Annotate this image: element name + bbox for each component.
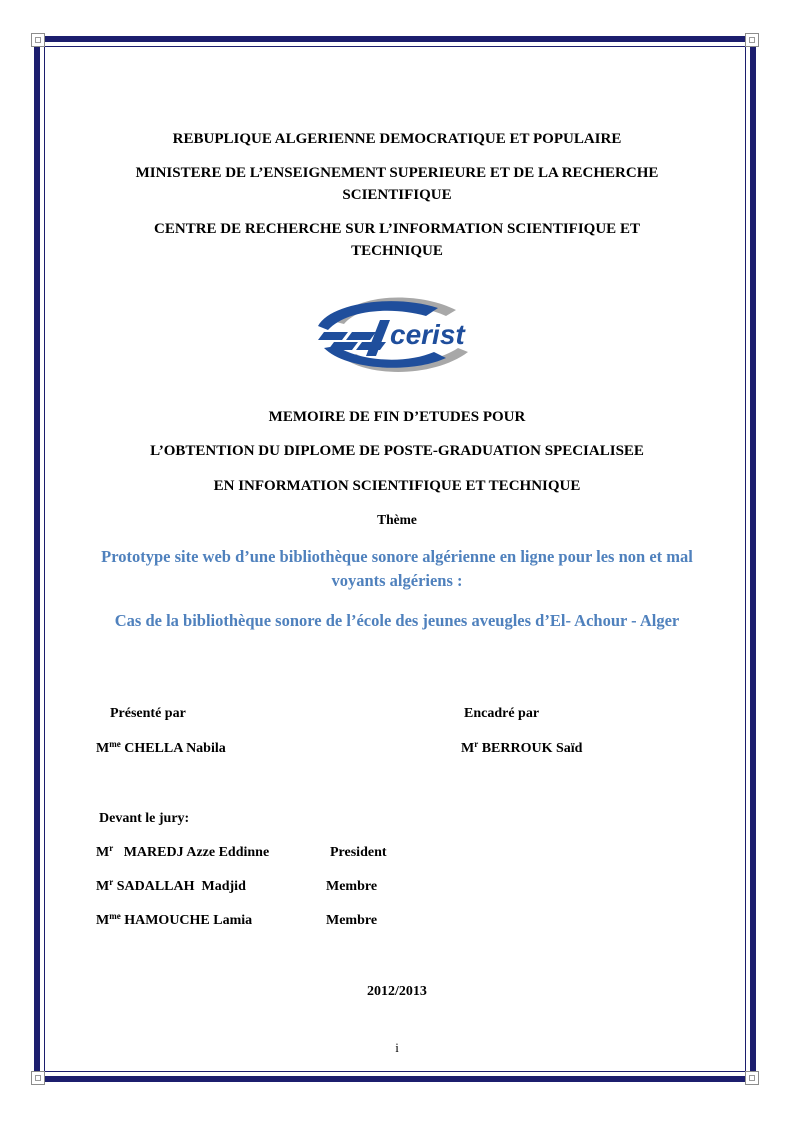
ministry-heading: MINISTERE DE L’ENSEIGNEMENT SUPERIEURE ET DE LA RECHERCHE SCIENTIFIQUE	[135, 165, 659, 203]
memoire-line-1: MEMOIRE DE FIN D’ETUDES POUR	[268, 409, 526, 425]
page-number: i	[395, 1040, 399, 1055]
jury-member-name: $M^{me}$ HAMOUCHE Lamia	[96, 911, 253, 928]
memoire-line-2: L’OBTENTION DU DIPLOME DE POSTE-GRADUATION SPECIALISEE	[150, 443, 644, 459]
republic-heading: REBUPLIQUE ALGERIENNE DEMOCRATIQUE ET POPULAIRE	[172, 131, 622, 147]
jury-label: Devant le jury:	[99, 811, 190, 826]
cerist-logo	[306, 282, 494, 386]
presented-by-label: Présenté par	[110, 706, 186, 721]
memoire-line-3: EN INFORMATION SCIENTIFIQUE ET TECHNIQUE	[213, 478, 581, 494]
presenter-name: $M^{me}$ CHELLA Nabila	[96, 739, 226, 756]
jury-member-name: $M^r$ SADALLAH Madjid	[96, 877, 246, 894]
supervised-by-label: Encadré par	[464, 706, 540, 721]
jury-member-role: Membre	[326, 913, 378, 928]
centre-heading: CENTRE DE RECHERCHE SUR L’INFORMATION SCIENTIFIQUE ET TECHNIQUE	[154, 221, 640, 259]
academic-year: 2012/2013	[367, 984, 427, 999]
corner-ornament-top-left	[31, 33, 45, 47]
theme-label: Thème	[377, 512, 417, 527]
corner-ornament-top-right	[745, 33, 759, 47]
jury-member-role: President	[330, 845, 387, 860]
logo-text: cerist	[390, 319, 465, 350]
jury-member-role: Membre	[326, 879, 378, 894]
thesis-title: Prototype site web d’une bibliothèque sonore algérienne en ligne pour les non et mal voyants algériens :	[101, 547, 693, 590]
supervisor-name: $M^r$ BERROUK Saïd	[461, 739, 583, 756]
corner-ornament-bottom-left	[31, 1071, 45, 1085]
jury-member-name: $M^r$ MAREDJ Azze Eddinne	[96, 843, 270, 860]
thesis-subtitle: Cas de la bibliothèque sonore de l’école des jeunes aveugles d’El- Achour - Alger	[114, 611, 680, 630]
corner-ornament-bottom-right	[745, 1071, 759, 1085]
